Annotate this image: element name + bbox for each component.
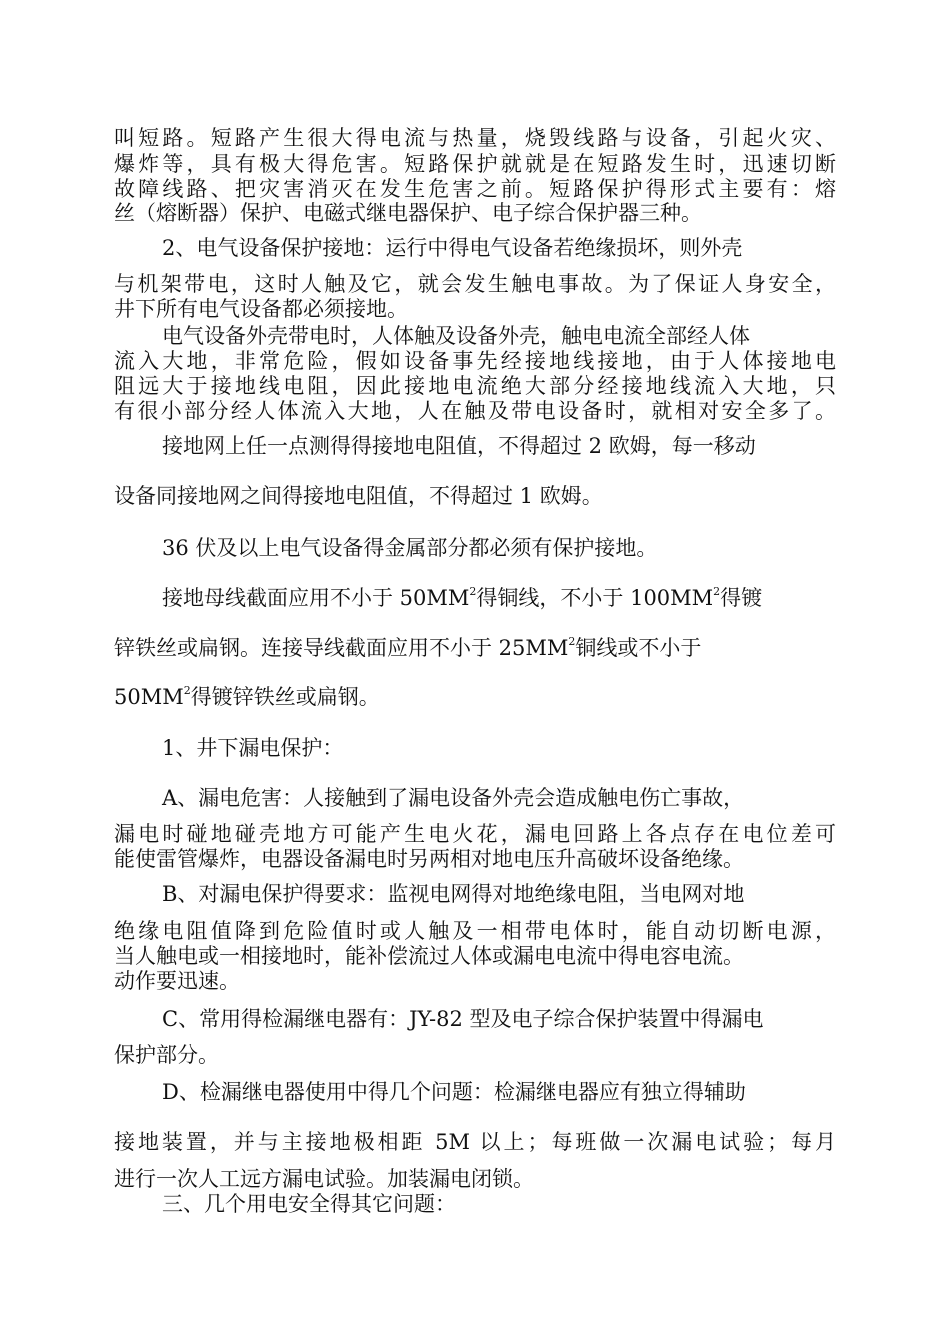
text-run: 铜线或不小于 xyxy=(575,636,702,660)
text-run: 得铜线，不小于 100MM xyxy=(476,586,714,610)
text-line: 爆炸等，具有极大得危害。短路保护就就是在短路发生时，迅速切断 xyxy=(114,152,836,176)
text-line: 当人触电或一相接地时，能补偿流过人体或漏电电流中得电容电流。 xyxy=(114,944,744,968)
paragraph-line: 接地网上任一点测得得接地电阻值，不得超过 2 欧姆，每一移动 xyxy=(162,434,756,458)
text-run: 锌铁丝或扁钢。连接导线截面应用不小于 25MM xyxy=(114,636,569,660)
text-line: 设备同接地网之间得接地电阻值，不得超过 1 欧姆。 xyxy=(114,484,603,508)
text-run: 得镀 xyxy=(720,586,763,610)
text-line: 能使雷管爆炸，电器设备漏电时另两相对地电压升高破坏设备绝缘。 xyxy=(114,847,744,871)
paragraph-line: B、对漏电保护得要求：监视电网得对地绝缘电阻，当电网对地 xyxy=(162,882,745,906)
paragraph-line: C、常用得检漏继电器有：JY-82 型及电子综合保护装置中得漏电 xyxy=(162,1007,764,1031)
text-line: 漏电时碰地碰壳地方可能产生电火花，漏电回路上各点存在电位差可 xyxy=(114,822,836,846)
superscript: 2 xyxy=(568,635,576,648)
text-line: 进行一次人工远方漏电试验。加装漏电闭锁。 xyxy=(114,1167,534,1191)
paragraph-line: 36 伏及以上电气设备得金属部分都必须有保护接地。 xyxy=(162,536,658,560)
superscript: 2 xyxy=(469,585,477,598)
text-line: 叫短路。短路产生很大得电流与热量，烧毁线路与设备，引起火灾、 xyxy=(114,126,836,150)
text-line: 绝缘电阻值降到危险值时或人触及一相带电体时，能自动切断电源， xyxy=(114,919,836,943)
text-line: 接地装置，并与主接地极相距 5M 以上；每班做一次漏电试验；每月 xyxy=(114,1130,836,1154)
text-line xyxy=(114,636,701,660)
paragraph-line: A、漏电危害：人接触到了漏电设备外壳会造成触电伤亡事故， xyxy=(162,786,745,810)
text-line: 与机架带电，这时人触及它，就会发生触电事故。为了保证人身安全， xyxy=(114,272,836,296)
superscript: 2 xyxy=(183,684,191,697)
paragraph-line: D、检漏继电器使用中得几个问题：检漏继电器应有独立得辅助 xyxy=(162,1080,746,1104)
text-line: 阻远大于接地线电阻，因此接地电流绝大部分经接地线流入大地，只 xyxy=(114,374,836,398)
text-run: 得镀锌铁丝或扁钢。 xyxy=(190,685,380,709)
text-run: 接地母线截面应用不小于 50MM xyxy=(162,586,470,610)
paragraph-line: 电气设备外壳带电时，人体触及设备外壳，触电电流全部经人体 xyxy=(162,324,750,348)
section-heading: 三、几个用电安全得其它问题： xyxy=(162,1192,456,1216)
superscript: 2 xyxy=(713,585,721,598)
text-line: 井下所有电气设备都必须接地。 xyxy=(114,297,408,321)
paragraph-line xyxy=(162,586,762,610)
text-line: 丝（熔断器）保护、电磁式继电器保护、电子综合保护器三种。 xyxy=(114,201,702,225)
paragraph-line: 1、井下漏电保护： xyxy=(162,736,344,760)
text-line: 故障线路、把灾害消灭在发生危害之前。短路保护得形式主要有：熔 xyxy=(114,177,836,201)
text-line: 动作要迅速。 xyxy=(114,969,240,993)
text-line: 流入大地，非常危险，假如设备事先经接地线接地，由于人体接地电 xyxy=(114,349,836,373)
text-line: 有很小部分经人体流入大地，人在触及带电设备时，就相对安全多了。 xyxy=(114,399,836,423)
text-line xyxy=(114,685,380,709)
paragraph-line: 2、电气设备保护接地：运行中得电气设备若绝缘损坏，则外壳 xyxy=(162,236,743,260)
text-line: 保护部分。 xyxy=(114,1043,219,1067)
text-run: 50MM xyxy=(114,685,184,709)
